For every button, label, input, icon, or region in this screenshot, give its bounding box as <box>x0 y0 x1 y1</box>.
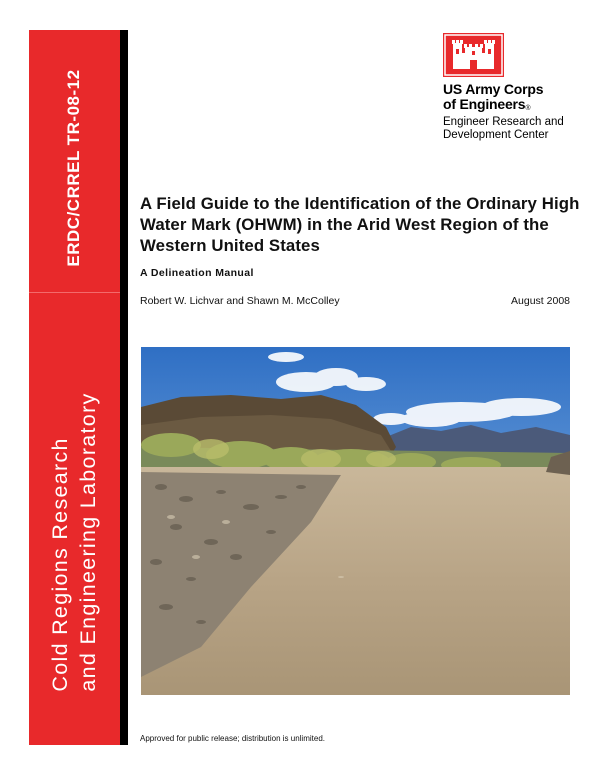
release-statement: Approved for public release; distribution is unlimited. <box>140 734 325 743</box>
agency-line2-text: of Engineers <box>443 96 526 112</box>
authors: Robert W. Lichvar and Shawn M. McColley <box>140 295 340 307</box>
cover-photo <box>141 347 570 695</box>
sidebar-divider <box>29 292 120 293</box>
lab-name-line2: and Engineering Laboratory <box>76 392 100 692</box>
agency-line2 <box>443 97 564 116</box>
agency-block <box>443 82 564 142</box>
registered-mark: ® <box>525 105 531 112</box>
black-divider-bar <box>120 30 128 745</box>
agency-line3: Engineer Research and <box>443 116 564 128</box>
lab-name <box>46 392 102 691</box>
report-subtitle: A Delineation Manual <box>140 267 254 279</box>
agency-line4: Development Center <box>443 129 549 141</box>
lab-name-line1: Cold Regions Research <box>48 437 72 692</box>
report-title: A Field Guide to the Identification of the Ordinary High Water Mark (OHWM) in the Arid West Region of the Western United States <box>140 194 580 255</box>
castle-logo-icon <box>443 33 504 77</box>
agency-line1: US Army Corps <box>443 81 544 97</box>
publication-date: August 2008 <box>511 295 570 307</box>
report-number: ERDC/CRREL TR-08-12 <box>64 69 83 267</box>
